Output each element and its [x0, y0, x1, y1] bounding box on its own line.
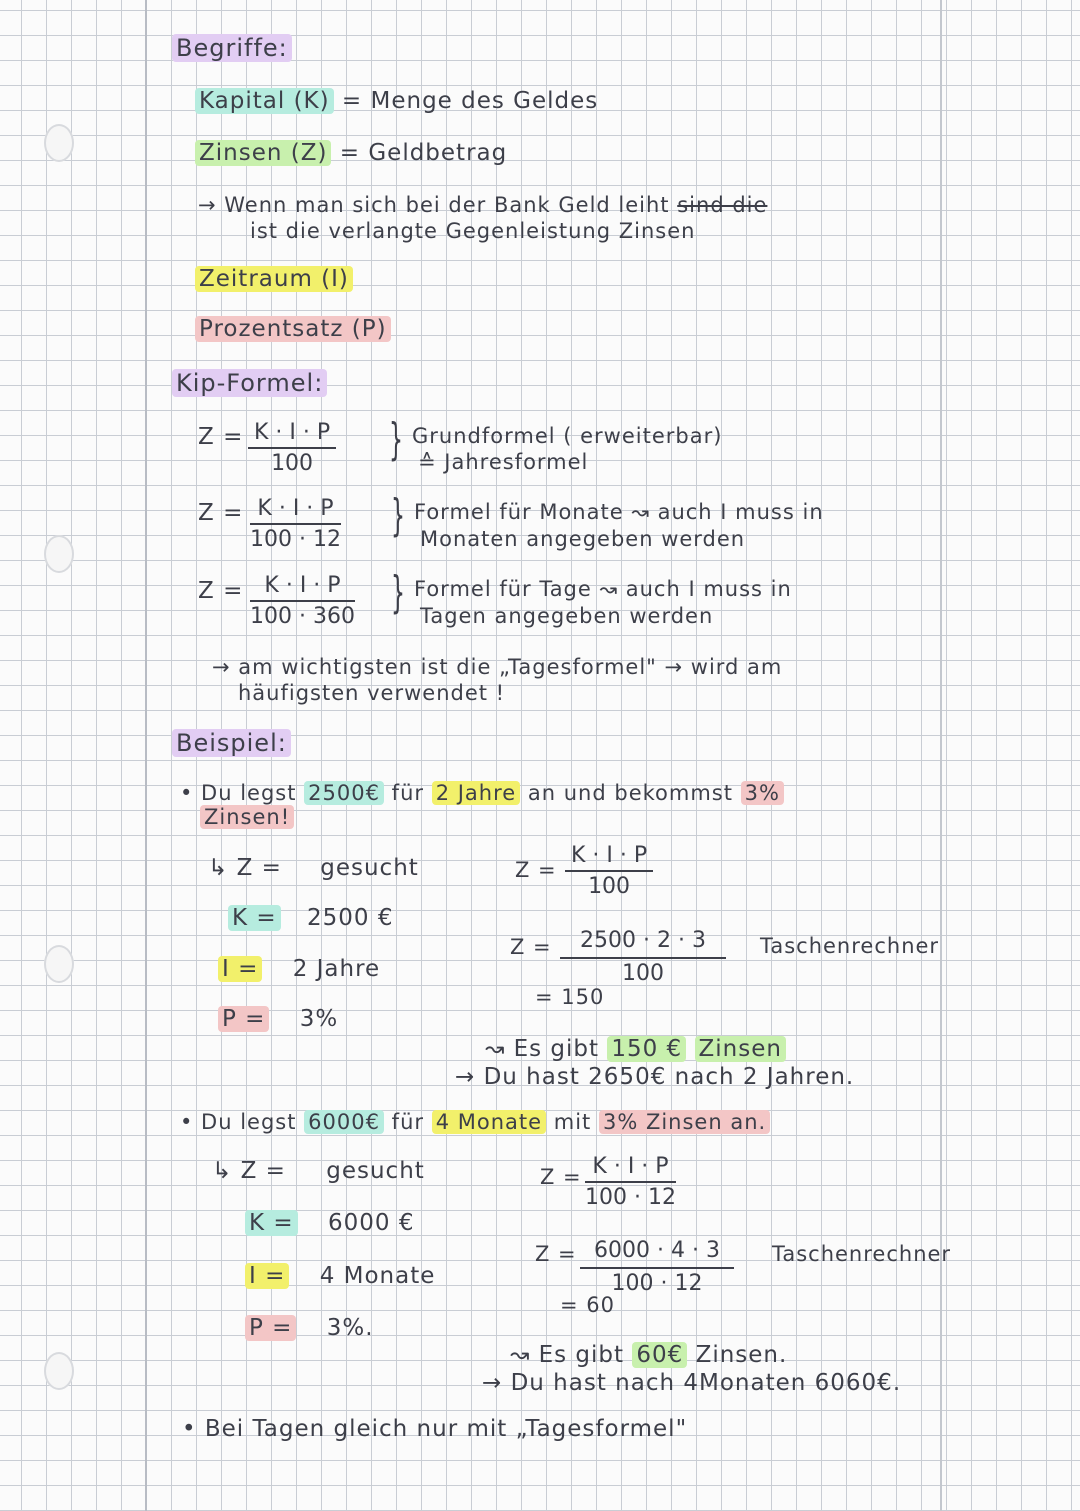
formula3-denominator: 100 · 360 — [250, 604, 355, 629]
punch-hole — [44, 535, 74, 573]
example2-result: = 60 — [560, 1293, 615, 1317]
example1-interest: 150 € — [607, 1036, 686, 1062]
formula2-desc2: Monaten angegeben werden — [420, 527, 746, 551]
zinsen-definition: = Geldbetrag — [339, 140, 508, 166]
example1-k-row: K = 2500 € — [228, 905, 393, 931]
kapital-definition: = Menge des Geldes — [341, 88, 599, 114]
example1-formula: $\frac{K \cdot I \cdot P}{100}$ — [565, 843, 653, 899]
example2-calc: $\frac{6000 \cdot 4 \cdot 3}{100 \cdot 12}$ — [580, 1238, 734, 1296]
example1-calculator-note: Taschenrechner — [760, 934, 940, 958]
formula3-numerator: K · I · P — [250, 573, 355, 602]
example1-calc-lhs: Z = — [510, 935, 552, 959]
example2-formula: $\frac{K \cdot I \cdot P}{100 \cdot 12}$ — [585, 1154, 676, 1210]
example1-p-row: P = 3% — [218, 1006, 338, 1032]
formula2-lhs: Z = — [198, 500, 244, 526]
term-zeitraum: Zeitraum (I) — [195, 266, 353, 292]
example3-note: • Bei Tagen gleich nur mit „Tagesformel" — [182, 1416, 688, 1442]
section-title-beispiel: Beispiel: — [172, 729, 291, 757]
formula2-fraction — [250, 496, 341, 552]
example2-p-row: P = 3%. — [245, 1315, 374, 1341]
example1-formula-lhs: Z = — [515, 858, 557, 882]
formula1-numerator: K · I · P — [248, 420, 336, 449]
punch-hole — [44, 945, 74, 983]
struck-text: sind die — [677, 193, 768, 217]
example1-result: = 150 — [535, 985, 605, 1009]
example1-answer1: ↝ Es gibt 150 € Zinsen — [485, 1036, 786, 1062]
term-prozentsatz: Prozentsatz (P) — [195, 316, 391, 342]
zinsen-note-line1: → Wenn man sich bei der Bank Geld leiht sind die — [198, 193, 768, 217]
zinsen-highlight: Zinsen (Z) — [195, 140, 331, 166]
example1-rate: 3% — [741, 781, 784, 805]
punch-hole — [44, 124, 74, 162]
example2-answer1: ↝ Es gibt 60€ Zinsen. — [510, 1342, 788, 1368]
formula1-lhs: Z = — [198, 424, 244, 450]
formula2-desc1: Formel für Monate ↝ auch I muss in — [414, 500, 824, 524]
example1-z-row: ↳ Z = gesucht — [208, 855, 419, 881]
margin-line — [145, 0, 147, 1511]
example2-answer2: → Du hast nach 4Monaten 6060€. — [482, 1370, 902, 1396]
formula3-desc2: Tagen angegeben werden — [420, 604, 714, 628]
term-zinsen — [195, 140, 507, 166]
formula1-denominator: 100 — [271, 451, 314, 476]
example1-amount: 2500€ — [304, 781, 384, 805]
formula1-fraction — [248, 420, 336, 476]
example1-intro-line1: • Du legst 2500€ für 2 Jahre an und bekommst 3% — [180, 781, 784, 805]
example2-k-row: K = 6000 € — [245, 1210, 414, 1236]
example2-rate: 3% Zinsen an. — [599, 1110, 770, 1134]
example1-answer2: → Du hast 2650€ nach 2 Jahren. — [455, 1064, 855, 1090]
formula2-denominator: 100 · 12 — [250, 527, 341, 552]
formula-note2: häufigsten verwendet ! — [238, 681, 506, 705]
formula3-fraction — [250, 573, 355, 629]
example1-years: 2 Jahre — [432, 781, 521, 805]
example2-calculator-note: Taschenrechner — [772, 1242, 952, 1266]
example2-i-row: I = 4 Monate — [245, 1263, 435, 1289]
example2-interest: 60€ — [632, 1342, 687, 1368]
formula2-numerator: K · I · P — [250, 496, 341, 525]
formula2-brace: } — [391, 490, 405, 541]
formula3-brace: } — [391, 567, 405, 618]
formula-note1: → am wichtigsten ist die „Tagesformel" → wird am — [212, 655, 783, 679]
example2-amount: 6000€ — [304, 1110, 384, 1134]
term-kapital — [195, 88, 598, 114]
formula1-brace: } — [389, 414, 403, 465]
kapital-highlight: Kapital (K) — [195, 88, 334, 114]
example1-calc: $\frac{2500 \cdot 2 \cdot 3}{100}$ — [560, 928, 726, 986]
formula1-desc2: ≙ Jahresformel — [418, 450, 589, 474]
example1-i-row: I = 2 Jahre — [218, 956, 380, 982]
right-margin-line — [940, 0, 942, 1511]
example1-intro-line2: Zinsen! — [200, 805, 294, 829]
punch-hole — [44, 1352, 74, 1390]
example2-calc-lhs: Z = — [535, 1242, 577, 1266]
example2-months: 4 Monate — [432, 1110, 546, 1134]
formula3-desc1: Formel für Tage ↝ auch I muss in — [414, 577, 792, 601]
example2-z-row: ↳ Z = gesucht — [212, 1158, 425, 1184]
section-title-formeln: Kip-Formel: — [172, 369, 327, 397]
zinsen-note-line2: ist die verlangte Gegenleistung Zinsen — [250, 219, 696, 243]
example2-intro: • Du legst 6000€ für 4 Monate mit 3% Zinsen an. — [180, 1110, 770, 1134]
formula3-lhs: Z = — [198, 578, 244, 604]
formula1-desc1: Grundformel ( erweiterbar) — [412, 424, 723, 448]
section-title-begriffe: Begriffe: — [172, 34, 292, 62]
example2-formula-lhs: Z = — [540, 1165, 582, 1189]
